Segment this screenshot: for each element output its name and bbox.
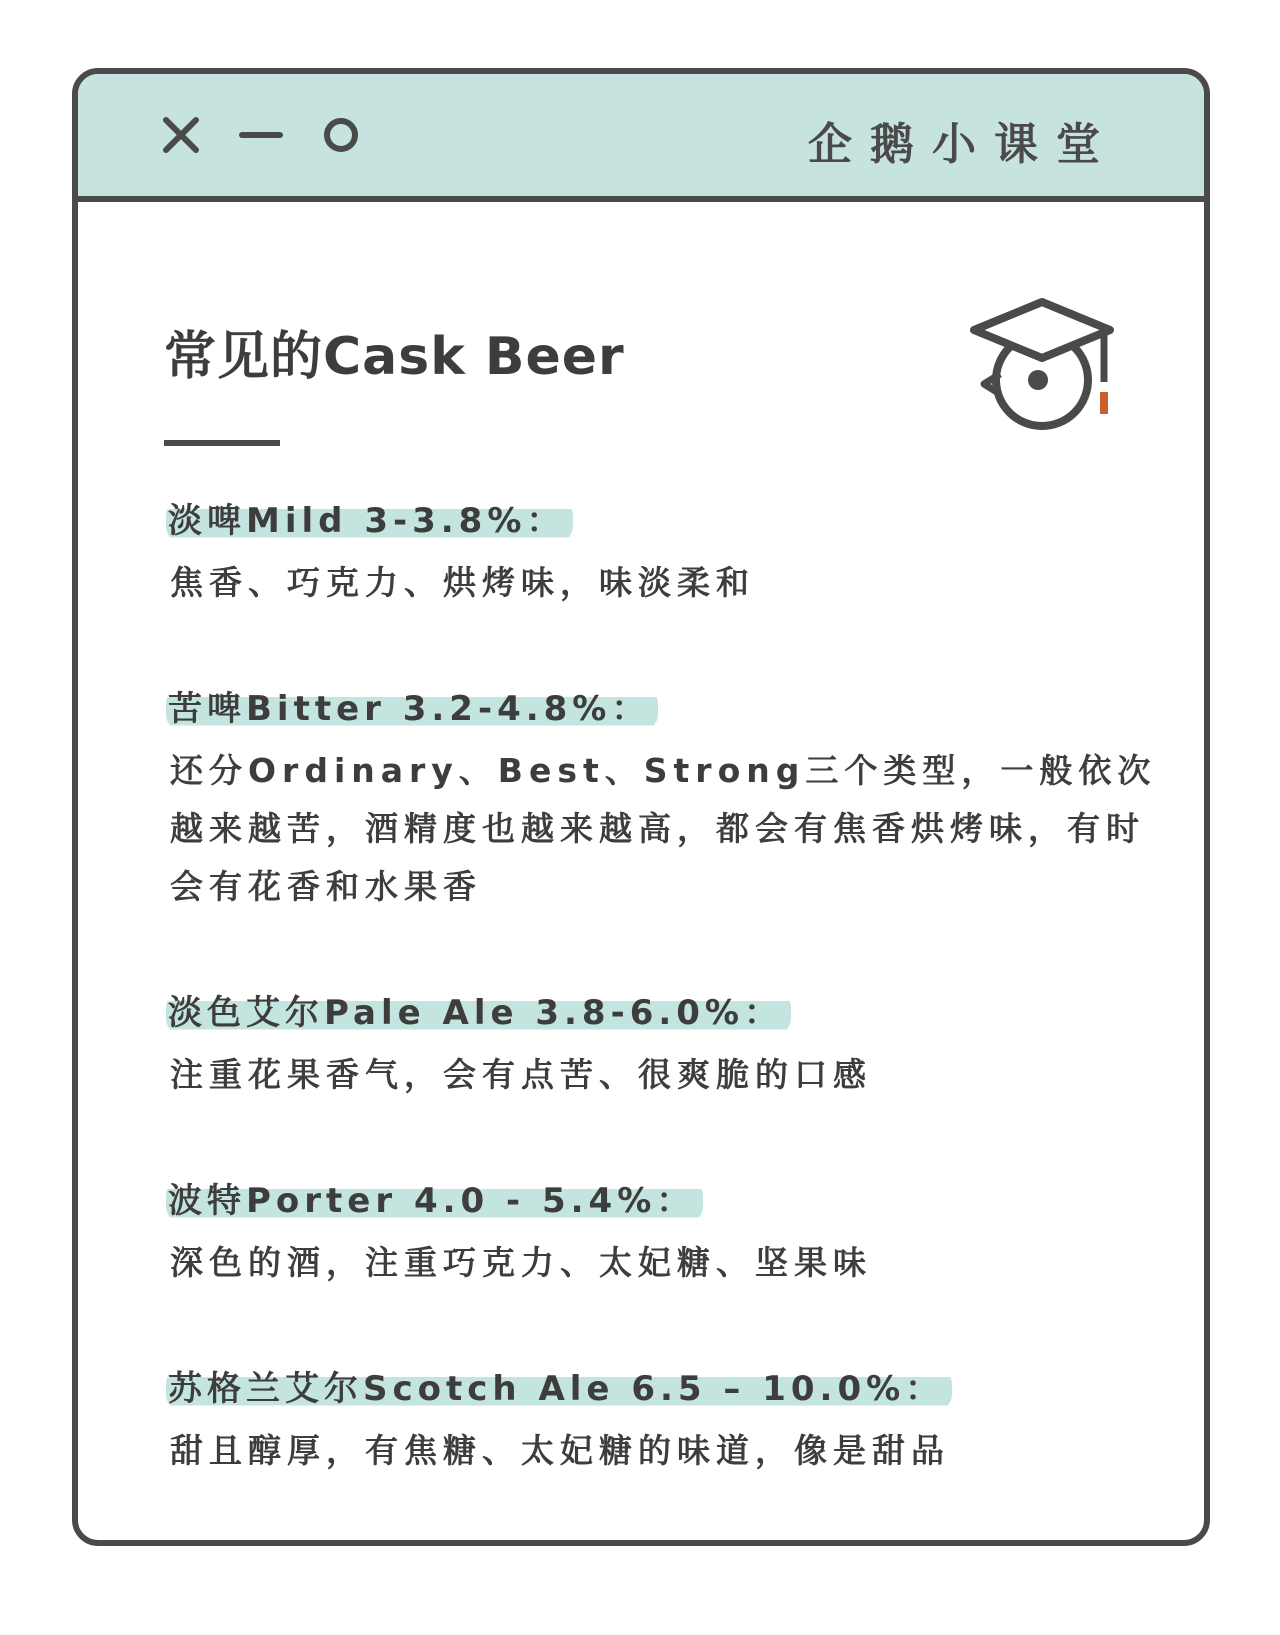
close-button[interactable] <box>158 112 204 158</box>
list-item <box>166 1366 1166 1480</box>
graduation-cap-penguin-icon <box>968 296 1118 436</box>
entry-description: 甜且醇厚，有焦糖、太妃糖的味道，像是甜品 <box>170 1431 950 1470</box>
app-window <box>72 68 1210 1546</box>
list-item <box>166 1178 1166 1292</box>
brand-title: 企鹅小课堂 <box>808 119 1118 170</box>
title-divider <box>164 440 280 446</box>
entry-heading: 淡啤Mild 3-3.8%： <box>166 498 573 544</box>
entry-description: 还分Ordinary、Best、Strong三个类型，一般依次越来越苦，酒精度也越来越高，都会有焦香烘烤味，有时会有花香和水果香 <box>170 751 1157 906</box>
entry-description: 焦香、巧克力、烘烤味，味淡柔和 <box>170 563 755 602</box>
entry-heading: 苦啤Bitter 3.2-4.8%： <box>166 686 658 732</box>
title-bar <box>78 74 1204 202</box>
entry-heading: 苏格兰艾尔Scotch Ale 6.5 – 10.0%： <box>166 1366 952 1412</box>
entry-description: 深色的酒，注重巧克力、太妃糖、坚果味 <box>170 1243 872 1282</box>
entry-description: 注重花果香气，会有点苦、很爽脆的口感 <box>170 1055 872 1094</box>
entry-heading: 波特Porter 4.0 - 5.4%： <box>166 1178 703 1224</box>
list-item <box>166 990 1166 1104</box>
page-title: 常见的Cask Beer <box>164 327 625 387</box>
list-item <box>166 498 1166 612</box>
minimize-icon <box>238 112 284 158</box>
maximize-button[interactable] <box>318 112 364 158</box>
beer-list <box>166 498 1166 1480</box>
list-item <box>166 686 1166 916</box>
entry-heading: 淡色艾尔Pale Ale 3.8-6.0%： <box>166 990 791 1036</box>
maximize-icon <box>318 112 364 158</box>
minimize-button[interactable] <box>238 112 284 158</box>
close-icon <box>158 112 204 158</box>
